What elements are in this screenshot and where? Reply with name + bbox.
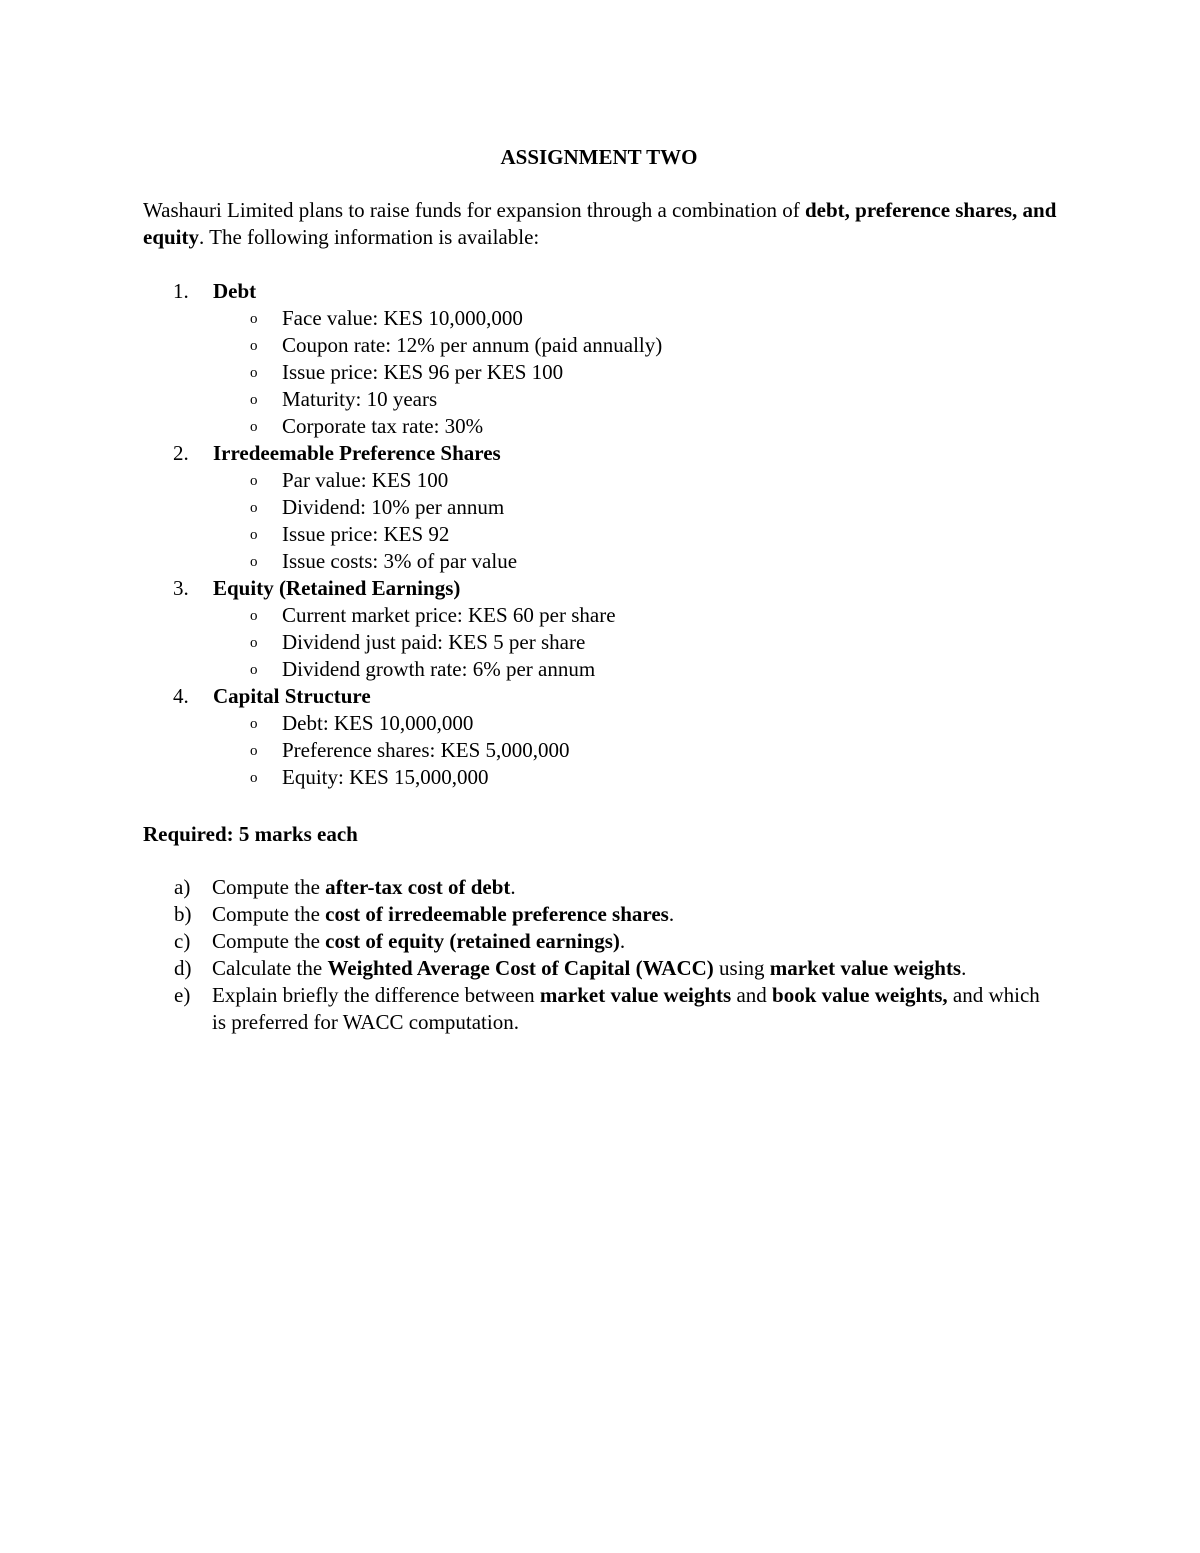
list-item	[143, 602, 1063, 629]
list-item	[143, 332, 1063, 359]
question-text-part: and	[731, 983, 773, 1007]
question-text	[212, 901, 1042, 928]
bullet-icon: o	[250, 635, 258, 651]
bullet-icon: o	[250, 716, 258, 732]
question-text-part: .	[619, 929, 626, 953]
list-item	[143, 494, 1063, 521]
list-item-text: Debt: KES 10,000,000	[282, 711, 474, 735]
question-text-part: and which is preferred for WACC computation.	[212, 983, 1040, 1034]
question-text-bold: Weighted Average Cost of Capital (WACC)	[327, 956, 714, 980]
bullet-icon: o	[250, 473, 258, 489]
question-text-part: .	[510, 875, 516, 899]
question-text-part: Explain briefly the difference between	[212, 983, 540, 1007]
list-item	[143, 764, 1063, 791]
question-text-part: Compute the	[212, 875, 326, 899]
information-list	[143, 278, 1063, 791]
list-item-text: Dividend just paid: KES 5 per share	[282, 630, 586, 654]
section-number: 3.	[173, 576, 189, 600]
page-title: ASSIGNMENT TWO	[500, 145, 698, 169]
section-title: Equity (Retained Earnings)	[213, 576, 461, 600]
section-2	[143, 440, 1063, 575]
intro-text-bold: debt, preference shares, and equity	[143, 198, 1057, 249]
list-item-text: Preference shares: KES 5,000,000	[282, 738, 570, 762]
section-3	[143, 575, 1063, 683]
question-text-part: Compute the	[212, 902, 326, 926]
question-text-part: Compute the	[212, 929, 326, 953]
list-item	[143, 629, 1063, 656]
bullet-icon: o	[250, 419, 258, 435]
list-item-text: Issue price: KES 92	[282, 522, 450, 546]
list-item	[143, 710, 1063, 737]
list-item	[143, 548, 1063, 575]
section-4	[143, 683, 1063, 791]
list-item-text: Equity: KES 15,000,000	[282, 765, 489, 789]
question-text	[212, 982, 1042, 1036]
bullet-icon: o	[250, 554, 258, 570]
list-item	[143, 467, 1063, 494]
intro-text-pre: Washauri Limited plans to raise funds for expansion through a combination of	[143, 198, 805, 222]
question-text-part: .	[961, 956, 967, 980]
question-text-part: using	[713, 956, 770, 980]
question-text-bold: book value weights,	[772, 983, 948, 1007]
question-item	[143, 955, 1073, 982]
question-item	[143, 901, 1073, 928]
question-item	[143, 982, 1073, 1036]
bullet-icon: o	[250, 500, 258, 516]
section-title: Capital Structure	[213, 684, 371, 708]
section-heading	[143, 278, 1063, 305]
question-letter: e)	[174, 983, 191, 1007]
list-item-text: Current market price: KES 60 per share	[282, 603, 616, 627]
list-item	[143, 656, 1063, 683]
bullet-icon: o	[250, 662, 258, 678]
question-text-bold: cost of irredeemable preference shares	[325, 902, 669, 926]
list-item	[143, 359, 1063, 386]
list-item-text: Par value: KES 100	[282, 468, 449, 492]
bullet-icon: o	[250, 338, 258, 354]
section-title: Irredeemable Preference Shares	[213, 441, 501, 465]
question-letter: b)	[174, 902, 192, 926]
questions-list	[143, 874, 1073, 1036]
list-item-text: Face value: KES 10,000,000	[282, 306, 523, 330]
list-item	[143, 305, 1063, 332]
question-item	[143, 928, 1073, 955]
section-heading	[143, 683, 1063, 710]
section-heading	[143, 440, 1063, 467]
question-letter: d)	[174, 956, 192, 980]
question-text-bold: after-tax cost of debt	[325, 875, 511, 899]
list-item	[143, 413, 1063, 440]
bullet-icon: o	[250, 770, 258, 786]
section-1	[143, 278, 1063, 440]
list-item	[143, 521, 1063, 548]
question-text	[212, 955, 1042, 982]
bullet-icon: o	[250, 365, 258, 381]
question-text-bold: market value weights	[769, 956, 962, 980]
bullet-icon: o	[250, 311, 258, 327]
question-letter: c)	[174, 929, 191, 953]
section-title: Debt	[213, 279, 257, 303]
list-item-text: Corporate tax rate: 30%	[282, 414, 484, 438]
section-number: 1.	[173, 279, 189, 303]
list-item	[143, 386, 1063, 413]
question-text-part: .	[668, 902, 675, 926]
section-heading	[143, 575, 1063, 602]
question-text-bold: market value weights	[539, 983, 732, 1007]
question-letter: a)	[174, 875, 191, 899]
question-text	[212, 874, 1042, 901]
intro-paragraph	[143, 197, 1063, 251]
bullet-icon: o	[250, 743, 258, 759]
bullet-icon: o	[250, 608, 258, 624]
list-item-text: Dividend growth rate: 6% per annum	[282, 657, 596, 681]
list-item-text: Issue price: KES 96 per KES 100	[282, 360, 564, 384]
section-number: 2.	[173, 441, 189, 465]
question-text	[212, 928, 1042, 955]
list-item	[143, 737, 1063, 764]
list-item-text: Dividend: 10% per annum	[282, 495, 505, 519]
section-number: 4.	[173, 684, 189, 708]
bullet-icon: o	[250, 527, 258, 543]
question-text-bold: cost of equity (retained earnings)	[325, 929, 620, 953]
intro-text-post: . The following information is available:	[199, 225, 540, 249]
list-item-text: Issue costs: 3% of par value	[282, 549, 518, 573]
question-text-part: Calculate the	[212, 956, 328, 980]
required-heading: Required: 5 marks each	[143, 822, 358, 846]
bullet-icon: o	[250, 392, 258, 408]
list-item-text: Maturity: 10 years	[282, 387, 438, 411]
list-item-text: Coupon rate: 12% per annum (paid annually)	[282, 333, 663, 357]
question-item	[143, 874, 1073, 901]
